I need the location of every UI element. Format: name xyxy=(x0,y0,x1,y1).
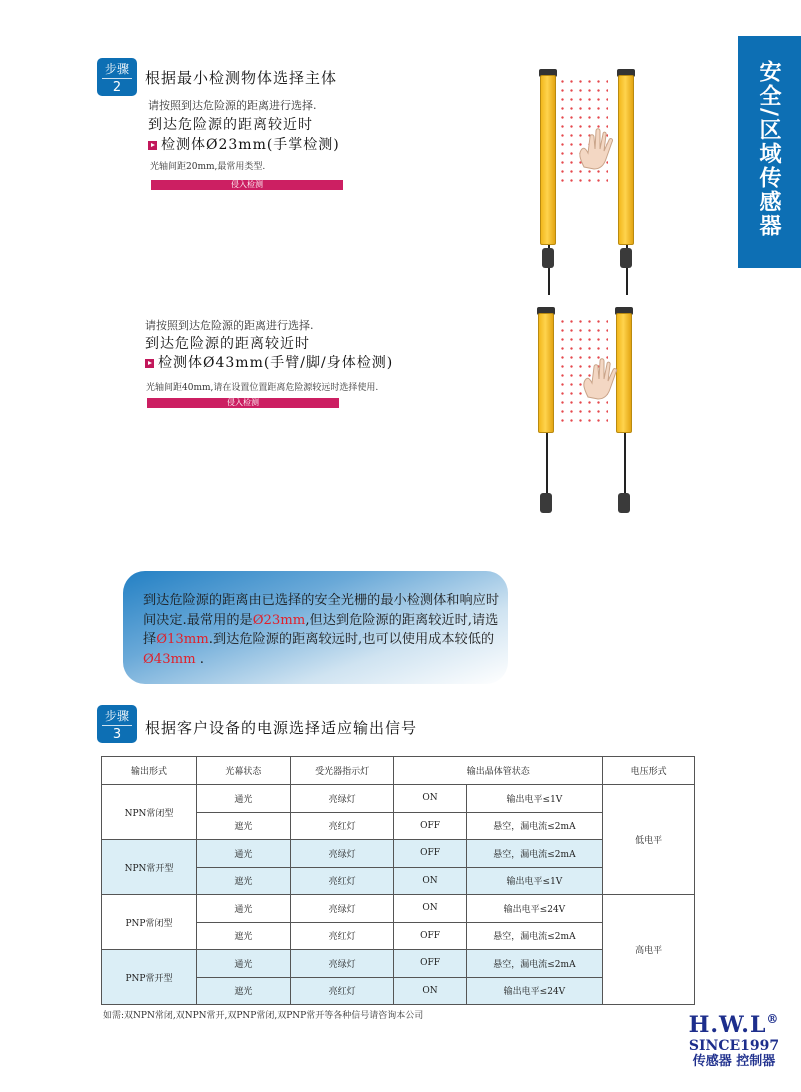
group-type: NPN常闭型 xyxy=(102,785,197,840)
header-output-type: 输出形式 xyxy=(102,757,197,785)
info-bubble-text: 到达危险源的距离由已选择的安全光栅的最小检测体和响应时间决定.最常用的是Ø23mm,但达到危险源的距离较近时,请选择Ø13mm.到达危险源的距离较远时,也可以使用成本较低的Ø43mm . xyxy=(143,593,500,667)
play-bullet-icon xyxy=(145,359,154,368)
table-cell: 亮绿灯 xyxy=(290,785,394,813)
connector-icon xyxy=(542,248,554,268)
table-cell: OFF xyxy=(394,812,466,840)
step3-badge xyxy=(97,705,137,743)
light-curtain-image-2 xyxy=(488,295,678,535)
option2-detect-row xyxy=(145,352,393,372)
table-cell: 亮绿灯 xyxy=(290,840,394,868)
table-cell: 悬空，漏电流≤2mA xyxy=(466,840,602,868)
table-cell: 通光 xyxy=(196,950,290,978)
step2-badge-word: 步骤 xyxy=(104,62,129,76)
connector-icon xyxy=(540,493,552,513)
table-cell: 输出电平≤24V xyxy=(466,977,602,1005)
footnote: 如需:双NPN常闭,双NPN常开,双PNP常闭,双PNP常开等各种信号请咨询本公司 xyxy=(103,1011,424,1021)
company-logo xyxy=(679,1012,789,1070)
table-cell: 悬空，漏电流≤2mA xyxy=(466,812,602,840)
step2-title: 根据最小检测物体选择主体 xyxy=(145,69,338,87)
table-cell: 悬空，漏电流≤2mA xyxy=(466,922,602,950)
group-type: PNP常开型 xyxy=(102,950,197,1005)
header-receiver-light: 受光器指示灯 xyxy=(290,757,394,785)
group-type: NPN常开型 xyxy=(102,840,197,895)
table-cell: 亮绿灯 xyxy=(290,895,394,923)
logo-brand: H.W.L xyxy=(688,1012,767,1038)
hand-icon xyxy=(580,357,622,401)
group-type: PNP常闭型 xyxy=(102,895,197,950)
table-cell: 亮红灯 xyxy=(290,867,394,895)
step3-badge-num: 3 xyxy=(112,727,122,742)
option2-distance: 到达危险源的距离较近时 xyxy=(145,336,310,352)
logo-since: SINCE1997 xyxy=(688,1038,780,1054)
option2-note: 光轴间距40mm,请在设置位置距离危险源较远时选择使用. xyxy=(146,383,379,393)
logo-registered: ® xyxy=(766,1012,780,1026)
table-cell: 遮光 xyxy=(196,867,290,895)
table-cell: 通光 xyxy=(196,840,290,868)
table-cell: ON xyxy=(394,895,466,923)
hand-icon xyxy=(576,127,618,171)
table-cell: 亮绿灯 xyxy=(290,950,394,978)
value-43mm: Ø43mm xyxy=(143,651,196,667)
option1-detect: 检测体Ø23mm(手掌检测) xyxy=(161,137,340,153)
section-tab xyxy=(738,36,801,268)
step2-badge xyxy=(97,58,137,96)
table-cell: OFF xyxy=(394,950,466,978)
table-cell: 遮光 xyxy=(196,922,290,950)
option2-bar: 侵入检测 xyxy=(147,398,339,408)
option1-detect-row xyxy=(148,134,340,154)
table-cell: ON xyxy=(394,785,466,813)
table-cell: 亮红灯 xyxy=(290,812,394,840)
connector-icon xyxy=(620,248,632,268)
option1-distance: 到达危险源的距离较近时 xyxy=(148,117,313,133)
table-cell: ON xyxy=(394,867,466,895)
table-header-row xyxy=(102,757,695,785)
option1-intro: 请按照到达危险源的距离进行选择. xyxy=(148,99,317,112)
header-transistor-state: 输出晶体管状态 xyxy=(394,757,603,785)
step3-badge-word: 步骤 xyxy=(104,709,129,723)
table-cell: 输出电平≤1V xyxy=(466,785,602,813)
connector-icon xyxy=(618,493,630,513)
step2-badge-num: 2 xyxy=(112,80,122,95)
option2-detect: 检测体Ø43mm(手臂/脚/身体检测) xyxy=(158,355,394,371)
voltage-high: 高电平 xyxy=(603,895,695,1005)
table-cell: 悬空，漏电流≤2mA xyxy=(466,950,602,978)
table-row xyxy=(102,895,695,923)
table-cell: 通光 xyxy=(196,895,290,923)
option1-bar: 侵入检测 xyxy=(151,180,343,190)
section-tab-label: 安全/区域传感器 xyxy=(756,60,781,239)
table-cell: 输出电平≤1V xyxy=(466,867,602,895)
table-cell: 通光 xyxy=(196,785,290,813)
logo-tagline: 传感器 控制器 xyxy=(692,1054,776,1069)
table-cell: 亮红灯 xyxy=(290,922,394,950)
output-signal-table xyxy=(101,756,695,1005)
table-cell: ON xyxy=(394,977,466,1005)
option1-note: 光轴间距20mm,最常用类型. xyxy=(150,162,266,172)
table-cell: OFF xyxy=(394,840,466,868)
table-row xyxy=(102,785,695,813)
voltage-low: 低电平 xyxy=(603,785,695,895)
table-cell: OFF xyxy=(394,922,466,950)
value-13mm: Ø13mm xyxy=(156,632,209,647)
play-bullet-icon xyxy=(148,141,157,150)
table-cell: 遮光 xyxy=(196,812,290,840)
header-curtain-state: 光幕状态 xyxy=(196,757,290,785)
header-voltage: 电压形式 xyxy=(603,757,695,785)
light-curtain-image-1 xyxy=(492,55,672,295)
table-cell: 遮光 xyxy=(196,977,290,1005)
step3-title: 根据客户设备的电源选择适应输出信号 xyxy=(145,719,418,737)
table-cell: 亮红灯 xyxy=(290,977,394,1005)
option2-intro: 请按照到达危险源的距离进行选择. xyxy=(145,319,314,332)
info-bubble xyxy=(123,571,508,684)
value-23mm: Ø23mm xyxy=(252,612,306,628)
table-cell: 输出电平≤24V xyxy=(466,895,602,923)
